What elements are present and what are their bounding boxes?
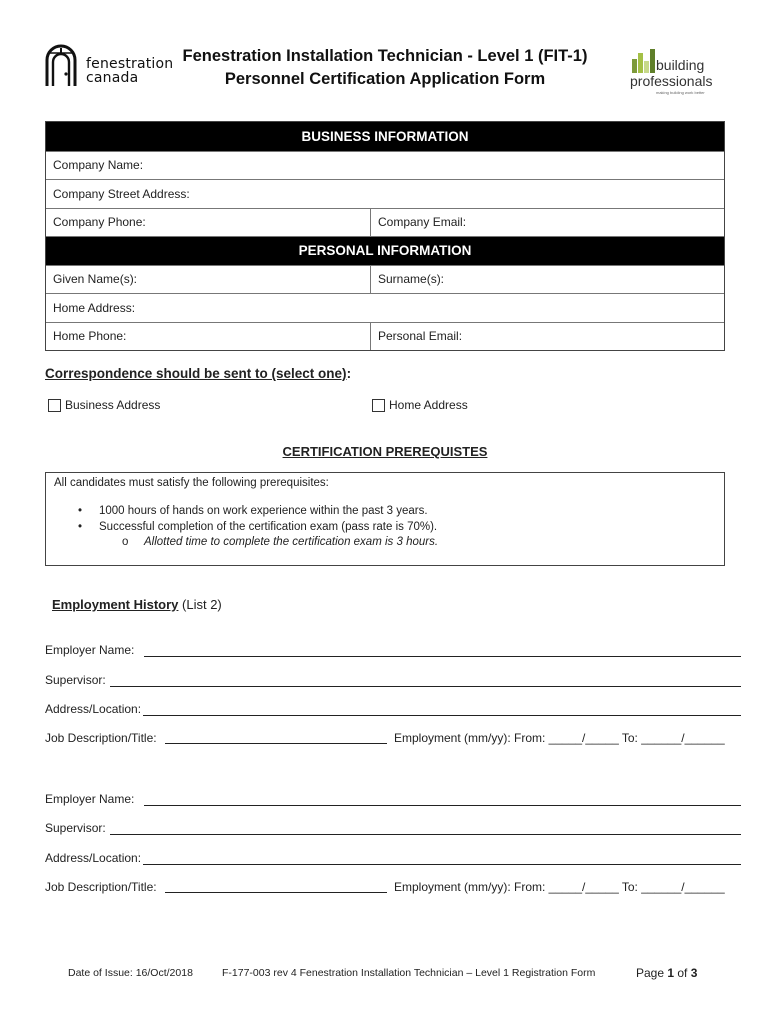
building-professionals-logo (628, 47, 718, 95)
personal-contact-row (46, 322, 724, 351)
prerequisite-item: Successful completion of the certification exam (pass rate is 70%). (99, 521, 438, 533)
given-name-field[interactable]: Given Name(s): (46, 266, 371, 294)
correspondence-title (45, 366, 351, 381)
employer-2-dates-field[interactable]: Employment (mm/yy): From: _____/_____ To: ______/______ (394, 880, 725, 894)
employer-1-job-row (45, 731, 745, 747)
home-address-row (46, 293, 724, 322)
logo-tagline: making building work better (656, 90, 705, 95)
employer-2-job-input[interactable] (165, 892, 387, 893)
employment-history-heading: Employment History (52, 597, 179, 612)
page-indicator (636, 966, 697, 980)
prerequisite-item: 1000 hours of hands on work experience within the past 3 years. (99, 505, 428, 517)
business-address-option[interactable] (48, 398, 160, 412)
employer-2-supervisor-row (45, 819, 741, 835)
form-title: Fenestration Installation Technician - Level 1 (FIT-1) (182, 47, 588, 65)
address-location-label: Address/Location: (45, 702, 142, 716)
window-arch-icon (44, 44, 78, 88)
employer-1-address-row (45, 700, 741, 716)
page-total: 3 (690, 966, 698, 980)
home-address-option[interactable] (372, 398, 468, 412)
employer-1-supervisor-input[interactable] (110, 675, 741, 687)
supervisor-label: Supervisor: (45, 673, 106, 687)
logo-word-building: building (656, 57, 705, 73)
employer-1-address-input[interactable] (143, 704, 741, 716)
page-prefix: Page (636, 966, 668, 980)
employer-2-name-input[interactable] (144, 794, 741, 806)
home-address-label: Home Address (389, 398, 468, 412)
logo-text-line2: canada (86, 70, 139, 86)
employer-1-name-input[interactable] (144, 645, 741, 657)
page-of: of (674, 966, 691, 980)
company-street-field[interactable]: Company Street Address: (53, 186, 190, 201)
company-street-row (46, 179, 724, 208)
employer-2-address-input[interactable] (143, 853, 741, 865)
fenestration-canada-logo (44, 44, 174, 90)
sub-bullet-icon: o (122, 536, 129, 548)
home-phone-field[interactable]: Home Phone: (46, 323, 371, 351)
home-address-checkbox[interactable] (372, 399, 385, 412)
employer-1-supervisor-row (45, 671, 741, 687)
job-title-label: Job Description/Title: (45, 880, 157, 894)
company-phone-field[interactable]: Company Phone: (46, 209, 371, 237)
correspondence-title-text: Correspondence should be sent to (select one) (45, 366, 347, 381)
certification-title: CERTIFICATION PREREQUISTES (282, 444, 488, 459)
supervisor-label: Supervisor: (45, 821, 106, 835)
business-address-label: Business Address (65, 398, 161, 412)
company-contact-row (46, 208, 724, 237)
bullet-icon: • (78, 505, 83, 517)
company-email-field[interactable]: Company Email: (378, 215, 467, 230)
surname-field[interactable]: Surname(s): (378, 272, 445, 287)
employer-1-job-input[interactable] (165, 743, 387, 744)
personal-email-field[interactable]: Personal Email: (378, 329, 463, 344)
page-number: 1 (667, 966, 675, 980)
employer-2-name-row (45, 790, 741, 806)
information-table (45, 121, 725, 351)
employer-name-label: Employer Name: (45, 643, 135, 657)
job-title-label: Job Description/Title: (45, 731, 157, 745)
bullet-icon: • (78, 521, 83, 533)
prerequisites-box (45, 472, 725, 566)
employer-2-supervisor-input[interactable] (110, 823, 741, 835)
business-heading: BUSINESS INFORMATION (46, 122, 724, 151)
employer-name-label: Employer Name: (45, 792, 135, 806)
business-address-checkbox[interactable] (48, 399, 61, 412)
employer-2-job-row (45, 880, 745, 896)
company-name-row (46, 151, 724, 180)
employment-history-note: (List 2) (178, 597, 222, 612)
home-address-field[interactable]: Home Address: (53, 300, 136, 315)
address-location-label: Address/Location: (45, 851, 142, 865)
prerequisite-subitem: Allotted time to complete the certification exam is 3 hours. (144, 536, 439, 548)
form-number: F-177-003 rev 4 Fenestration Installation Technician – Level 1 Registration Form (222, 967, 596, 979)
logo-text-line1: fenestration (86, 56, 174, 72)
logo-word-professionals: professionals (630, 73, 713, 89)
correspondence-colon: : (346, 366, 352, 381)
company-name-field[interactable]: Company Name: (53, 158, 144, 173)
employer-2-address-row (45, 849, 741, 865)
employment-history-title (52, 597, 222, 612)
form-subtitle: Personnel Certification Application Form (224, 70, 546, 88)
date-of-issue: Date of Issue: 16/Oct/2018 (68, 967, 193, 979)
employer-1-name-row (45, 641, 741, 657)
prerequisites-intro: All candidates must satisfy the following prerequisites: (54, 477, 329, 489)
employer-1-dates-field[interactable]: Employment (mm/yy): From: _____/_____ To: ______/______ (394, 731, 725, 745)
names-row (46, 265, 724, 294)
personal-heading: PERSONAL INFORMATION (46, 236, 724, 265)
